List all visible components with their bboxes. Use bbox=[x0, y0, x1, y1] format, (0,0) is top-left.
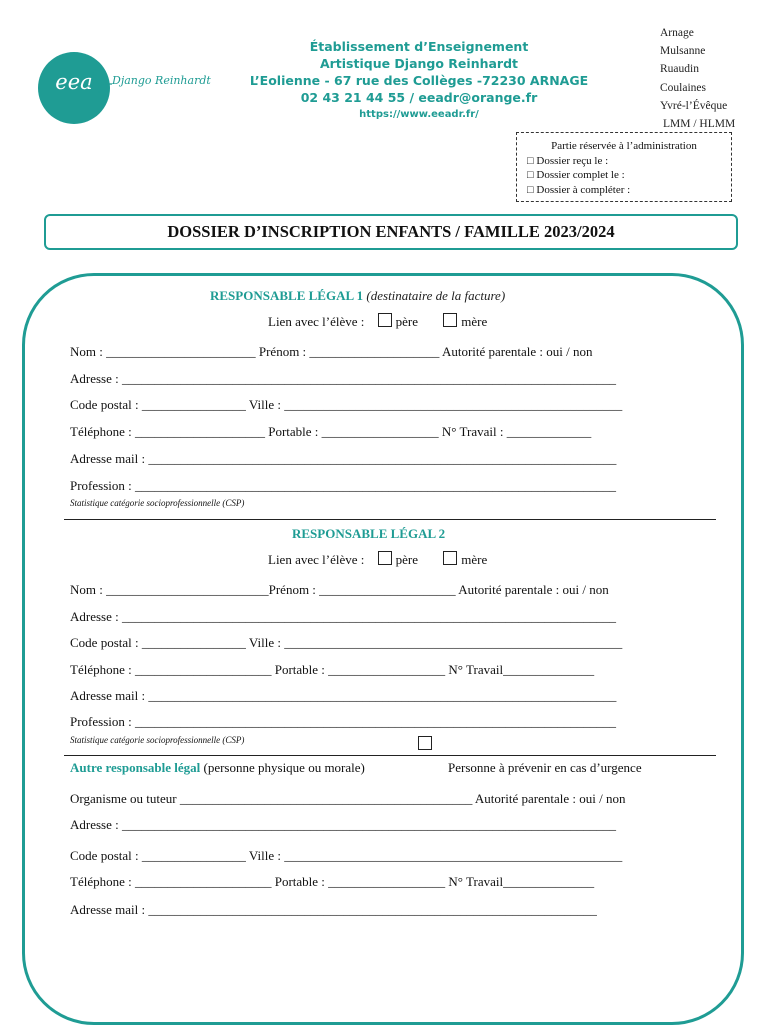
resp2-nom-field[interactable]: Nom : _________________________Prénom : _____________________ Autorité parentale : oui / non bbox=[70, 582, 609, 597]
logo-text: eea bbox=[55, 70, 93, 94]
section-resp1-heading bbox=[210, 288, 505, 304]
resp1-mere-checkbox[interactable] bbox=[443, 313, 457, 327]
resp2-pere-label: père bbox=[395, 552, 418, 567]
logo-wave-icon bbox=[86, 64, 112, 94]
resp2-adresse-field[interactable]: Adresse : ____________________________________________________________________________ bbox=[70, 609, 616, 624]
section-autre-heading bbox=[70, 760, 365, 776]
admin-reserved-box bbox=[516, 132, 732, 202]
header-contact: 02 43 21 44 55 / eeadr@orange.fr bbox=[300, 90, 538, 105]
admin-title: Partie réservée à l’administration bbox=[551, 140, 697, 152]
resp1-tel-field[interactable]: Téléphone : ____________________ Portable : __________________ N° Travail : _____________ bbox=[70, 424, 592, 439]
resp1-nom-field[interactable]: Nom : _______________________ Prénom : ____________________ Autorité parentale : oui / non bbox=[70, 344, 593, 359]
resp2-csp-label: Statistique catégorie socioprofessionnelle (CSP) bbox=[70, 735, 245, 745]
resp2-lien-row bbox=[268, 551, 487, 568]
autre-heading-note: (personne physique ou morale) bbox=[203, 760, 365, 775]
section-resp2-heading: RESPONSABLE LÉGAL 2 bbox=[292, 526, 446, 541]
page-title: DOSSIER D’INSCRIPTION ENFANTS / FAMILLE 2023/2024 bbox=[44, 214, 738, 250]
resp2-pere-checkbox[interactable] bbox=[378, 551, 392, 565]
resp2-profession-field[interactable]: Profession : __________________________________________________________________________ bbox=[70, 714, 616, 729]
autre-organisme-field[interactable]: Organisme ou tuteur _____________________________________________ Autorité parentale : oui / non bbox=[70, 791, 626, 806]
resp2-mere-label: mère bbox=[461, 552, 488, 567]
town-item: Coulaines bbox=[660, 81, 706, 94]
resp2-cp-field[interactable]: Code postal : ________________ Ville : ____________________________________________________ bbox=[70, 635, 623, 650]
resp1-lien-label: Lien avec l’élève : bbox=[268, 314, 365, 329]
resp2-tel-field[interactable]: Téléphone : _____________________ Portable : __________________ N° Travail______________ bbox=[70, 662, 595, 677]
town-item: Ruaudin bbox=[660, 63, 699, 76]
autre-tel-field[interactable]: Téléphone : _____________________ Portable : __________________ N° Travail______________ bbox=[70, 874, 595, 889]
resp1-lien-row bbox=[268, 313, 487, 330]
resp1-mail-field[interactable]: Adresse mail : ________________________________________________________________________ bbox=[70, 451, 617, 466]
resp2-mere-checkbox[interactable] bbox=[443, 551, 457, 565]
urgence-label: Personne à prévenir en cas d’urgence bbox=[448, 760, 642, 775]
resp1-cp-field[interactable]: Code postal : ________________ Ville : ____________________________________________________ bbox=[70, 397, 623, 412]
divider bbox=[64, 519, 716, 520]
autre-heading-text: Autre responsable légal bbox=[70, 760, 201, 775]
header-address: L’Eolienne - 67 rue des Collèges -72230 ARNAGE bbox=[249, 73, 589, 88]
logo-name: Django Reinhardt bbox=[112, 74, 211, 87]
resp1-heading-note: (destinataire de la facture) bbox=[366, 288, 506, 303]
resp1-heading-text: RESPONSABLE LÉGAL 1 bbox=[210, 288, 364, 303]
autre-cp-field[interactable]: Code postal : ________________ Ville : ____________________________________________________ bbox=[70, 848, 623, 863]
resp1-pere-label: père bbox=[395, 314, 418, 329]
resp1-profession-field[interactable]: Profession : __________________________________________________________________________ bbox=[70, 478, 616, 493]
header-url[interactable]: https://www.eeadr.fr/ bbox=[359, 109, 479, 120]
town-item: Yvré-l’Évêque bbox=[660, 99, 728, 112]
resp1-pere-checkbox[interactable] bbox=[378, 313, 392, 327]
admin-row-received[interactable]: □ Dossier reçu le : bbox=[527, 154, 609, 167]
school-header bbox=[236, 38, 602, 124]
autre-mail-field[interactable]: Adresse mail : _____________________________________________________________________ bbox=[70, 902, 597, 917]
town-item: Arnage bbox=[660, 27, 694, 39]
admin-row-incomplete[interactable]: □ Dossier à compléter : bbox=[527, 183, 631, 196]
autre-adresse-field[interactable]: Adresse : ____________________________________________________________________________ bbox=[70, 817, 616, 832]
resp1-mere-label: mère bbox=[461, 314, 488, 329]
towns-list bbox=[660, 24, 735, 133]
resp1-csp-label: Statistique catégorie socioprofessionnelle (CSP) bbox=[70, 498, 245, 508]
town-item: LMM / HLMM bbox=[663, 118, 736, 131]
town-item: Mulsanne bbox=[660, 45, 706, 58]
resp1-adresse-field[interactable]: Adresse : ____________________________________________________________________________ bbox=[70, 371, 616, 386]
admin-row-complete[interactable]: □ Dossier complet le : bbox=[527, 169, 625, 181]
header-line-2: Artistique Django Reinhardt bbox=[319, 56, 519, 71]
resp2-lien-label: Lien avec l’élève : bbox=[268, 552, 365, 567]
divider bbox=[64, 755, 716, 756]
header-line-1: Établissement d’Enseignement bbox=[309, 39, 529, 54]
resp2-mail-field[interactable]: Adresse mail : ________________________________________________________________________ bbox=[70, 688, 617, 703]
urgence-checkbox[interactable] bbox=[418, 736, 432, 750]
